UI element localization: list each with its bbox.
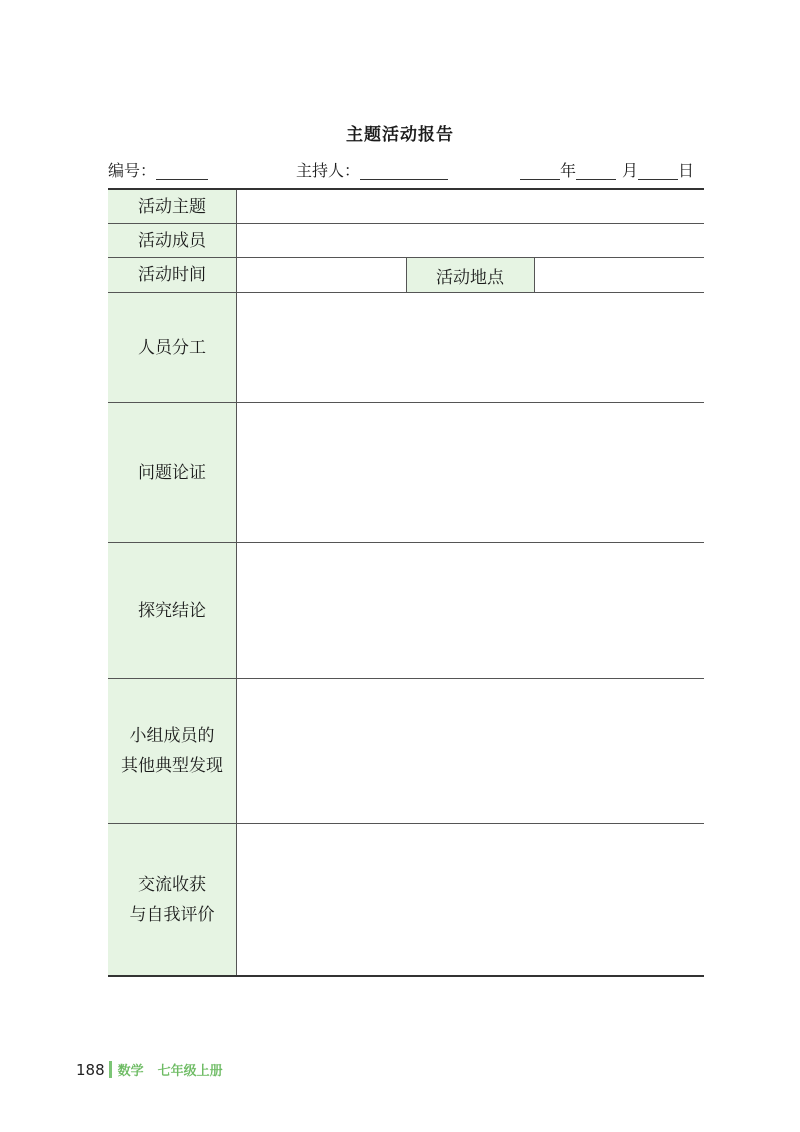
activity-location-text: 活动地点 bbox=[436, 267, 504, 288]
day-blank[interactable] bbox=[638, 159, 678, 180]
page-footer bbox=[76, 1059, 223, 1081]
footer-subject: 数学 bbox=[117, 1064, 144, 1079]
activity-time-text: 活动时间 bbox=[138, 265, 206, 285]
exchange-line2: 与自我评价 bbox=[129, 904, 215, 925]
host-field bbox=[296, 158, 448, 184]
inquiry-conclusion-text: 探究结论 bbox=[138, 600, 206, 621]
date-field bbox=[520, 158, 694, 184]
problem-argument-input[interactable] bbox=[237, 403, 704, 542]
activity-time-input[interactable] bbox=[237, 258, 406, 292]
row-label-activity-topic bbox=[108, 190, 236, 223]
other-findings-line1: 小组成员的 bbox=[129, 726, 215, 746]
footer-grade: 七年级上册 bbox=[157, 1064, 223, 1079]
other-findings-line2: 其他典型发现 bbox=[121, 756, 223, 776]
inquiry-conclusion-input[interactable] bbox=[237, 543, 704, 678]
activity-topic-input[interactable] bbox=[237, 190, 704, 223]
day-label: 日 bbox=[678, 161, 695, 180]
page-number: 188 bbox=[76, 1061, 105, 1079]
row-label-division-of-labor bbox=[108, 293, 236, 402]
location-left-divider bbox=[406, 258, 407, 292]
row-label-activity-members bbox=[108, 224, 236, 257]
row-label-activity-location bbox=[406, 258, 534, 292]
host-blank[interactable] bbox=[360, 159, 448, 180]
report-title: 主题活动报告 bbox=[346, 125, 454, 145]
footer-divider-bar bbox=[109, 1061, 112, 1078]
year-label: 年 bbox=[560, 161, 577, 180]
other-findings-input[interactable] bbox=[237, 679, 704, 823]
problem-argument-text: 问题论证 bbox=[138, 462, 206, 483]
month-blank[interactable] bbox=[576, 159, 616, 180]
activity-topic-text: 活动主题 bbox=[138, 196, 206, 217]
row-label-activity-time bbox=[108, 258, 236, 292]
table-bottom-rule bbox=[108, 975, 704, 977]
year-blank[interactable] bbox=[520, 159, 560, 180]
activity-members-text: 活动成员 bbox=[138, 230, 206, 251]
row-label-other-findings bbox=[108, 679, 236, 823]
row-label-inquiry-conclusion bbox=[108, 543, 236, 678]
number-blank[interactable] bbox=[156, 159, 208, 180]
activity-location-input[interactable] bbox=[535, 258, 704, 292]
row-label-problem-argument bbox=[108, 403, 236, 542]
row-label-exchange bbox=[108, 824, 236, 975]
host-label: 主持人： bbox=[296, 161, 361, 180]
exchange-line1: 交流收获 bbox=[138, 874, 206, 895]
number-field bbox=[108, 158, 208, 184]
number-label: 编号： bbox=[108, 161, 157, 180]
exchange-input[interactable] bbox=[237, 824, 704, 975]
division-of-labor-input[interactable] bbox=[237, 293, 704, 402]
month-label: 月 bbox=[622, 161, 639, 180]
activity-members-input[interactable] bbox=[237, 224, 704, 257]
division-of-labor-text: 人员分工 bbox=[138, 337, 206, 358]
